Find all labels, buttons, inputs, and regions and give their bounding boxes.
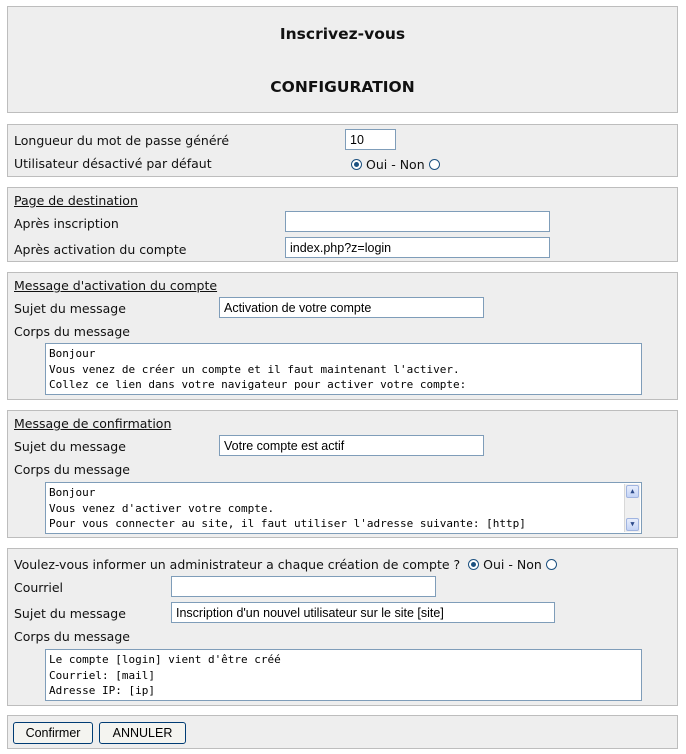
radio-separator: - [508,557,513,572]
after-activation-input[interactable]: index.php?z=login [285,237,550,258]
activation-body-textarea[interactable] [45,343,642,395]
destination-section-title: Page de destination [14,193,138,208]
password-length-label: Longueur du mot de passe généré [14,133,230,148]
confirmation-body-label: Corps du message [14,462,130,477]
confirmation-body-line: Pour vous connecter au site, il faut utiliser l'adresse suivante: [http] [49,517,526,530]
radio-separator: - [391,157,396,172]
confirmation-subject-label: Sujet du message [14,439,126,454]
general-panel [7,124,678,177]
activation-body-line: Collez ce lien dans votre navigateur pour activer votre compte: [49,378,467,391]
admin-notify-question [14,557,557,572]
confirmation-section-title: Message de confirmation [14,416,172,431]
admin-email-input[interactable] [171,576,436,597]
destination-panel [7,187,678,262]
after-signup-input[interactable] [285,211,550,232]
disabled-user-label: Utilisateur désactivé par défaut [14,156,212,171]
admin-notify-yes-radio[interactable] [468,559,479,570]
confirm-button[interactable]: Confirmer [13,722,93,744]
admin-body-label: Corps du message [14,629,130,644]
confirmation-body-textarea[interactable] [45,482,642,534]
admin-body-line: Adresse IP: [ip] [49,684,155,697]
confirmation-body-scrollbar[interactable] [624,484,640,532]
disabled-yes-label: Oui [365,157,388,172]
admin-notify-panel [7,548,678,706]
actions-panel [7,715,678,749]
activation-subject-input[interactable]: Activation de votre compte [219,297,484,318]
confirmation-subject-input[interactable]: Votre compte est actif [219,435,484,456]
scroll-up-icon[interactable]: ▲ [626,485,639,498]
page-title: Inscrivez-vous [279,25,406,43]
activation-section-title: Message d'activation du compte [14,278,218,293]
admin-email-label: Courriel [14,580,63,595]
admin-subject-input[interactable]: Inscription d'un nouvel utilisateur sur le site [site] [171,602,555,623]
disabled-no-radio[interactable] [429,159,440,170]
activation-message-panel [7,272,678,400]
activation-subject-label: Sujet du message [14,301,126,316]
after-signup-label: Après inscription [14,216,119,231]
admin-notify-no-label: Non [516,557,542,572]
cancel-button[interactable]: ANNULER [99,722,186,744]
activation-body-label: Corps du message [14,324,130,339]
confirmation-message-panel [7,410,678,538]
scroll-down-icon[interactable]: ▼ [626,518,639,531]
header-panel [7,6,678,113]
page-subtitle: CONFIGURATION [270,78,415,96]
admin-notify-yes-label: Oui [483,557,505,572]
activation-body-line: Vous venez de créer un compte et il faut maintenant l'activer. [49,362,460,376]
disabled-user-radio-group [351,157,440,172]
admin-body-textarea[interactable] [45,649,642,701]
password-length-input[interactable]: 10 [345,129,396,150]
confirmation-body-line: Vous venez d'activer votre compte. [49,501,275,515]
admin-body-line: Le compte [login] vient d'être créé [49,653,281,666]
admin-body-line: Courriel: [mail] [49,668,155,682]
after-activation-label: Après activation du compte [14,242,187,257]
activation-body-line: Bonjour [49,347,96,360]
admin-subject-label: Sujet du message [14,606,126,621]
admin-notify-no-radio[interactable] [546,559,557,570]
admin-notify-question-text: Voulez-vous informer un administrateur a chaque création de compte ? [14,557,461,572]
disabled-yes-radio[interactable] [351,159,362,170]
confirmation-body-line: Bonjour [49,486,96,499]
disabled-no-label: Non [399,157,425,172]
